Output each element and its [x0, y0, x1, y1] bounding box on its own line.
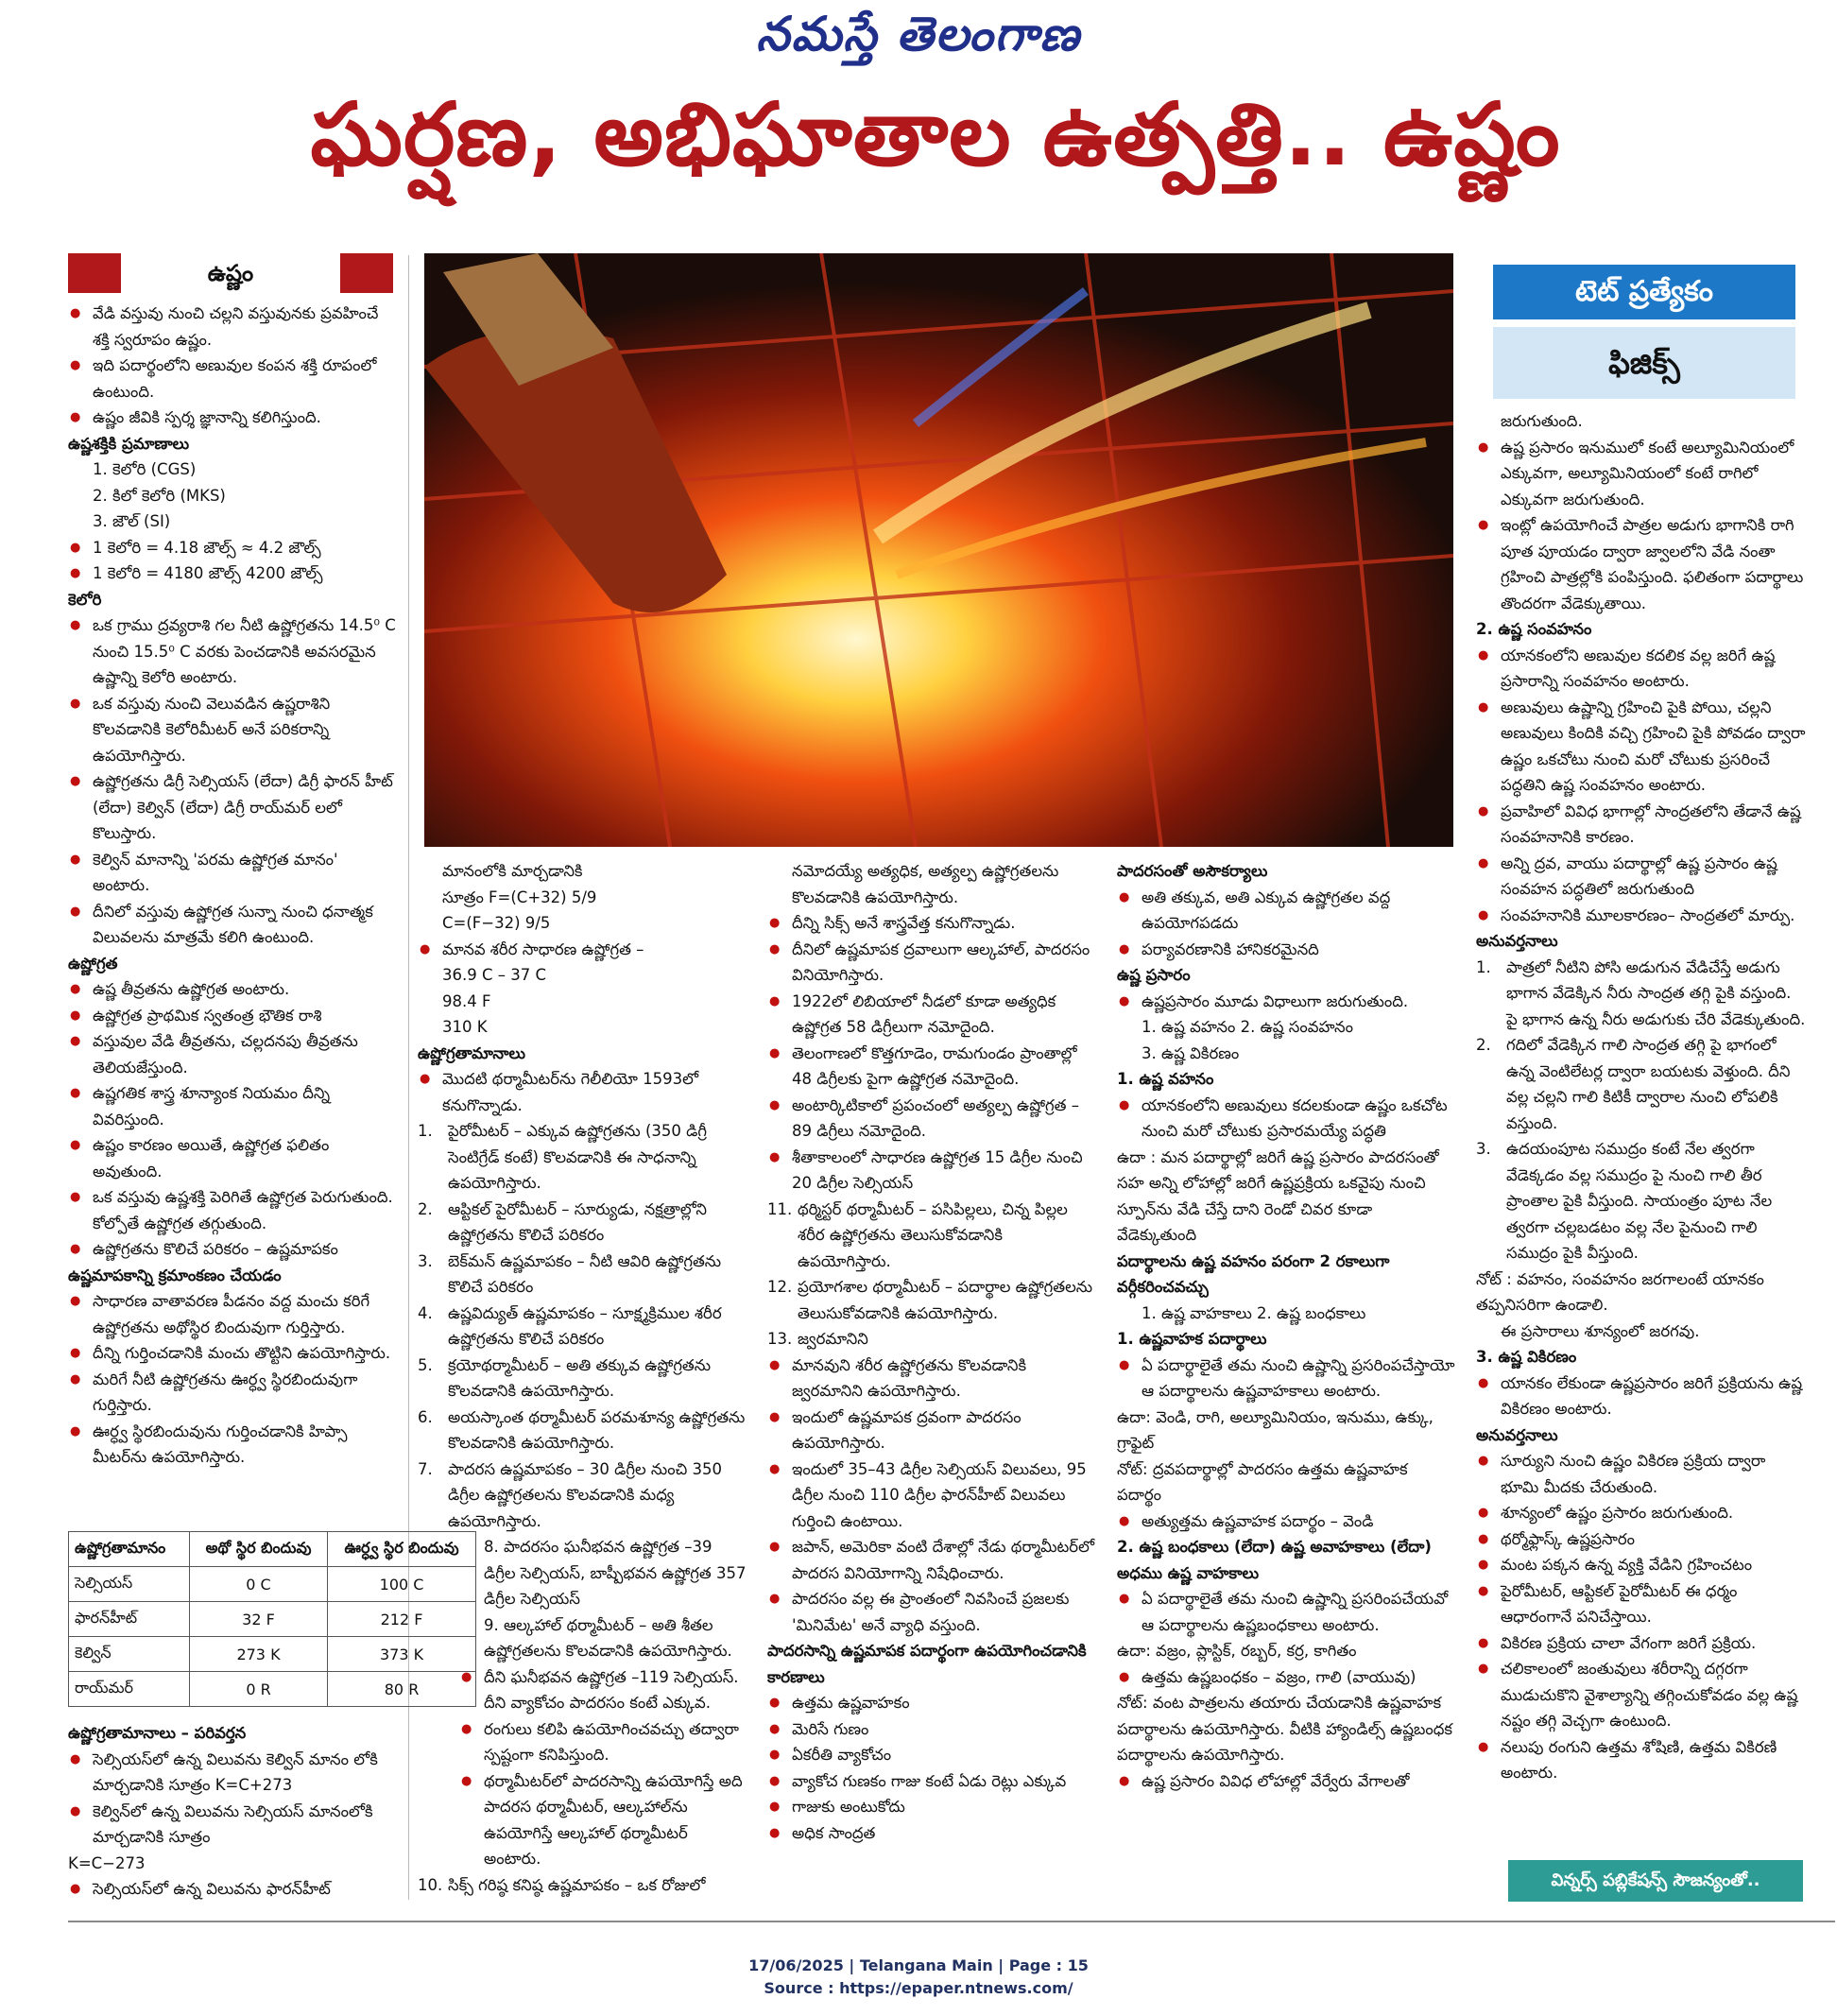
list-item: ● శూన్యంలో ఉష్ణం ప్రసారం జరుగుతుంది. — [1476, 1500, 1807, 1526]
subheading: కెలోరి — [68, 590, 102, 609]
list-item: 3. ఉదయంపూట సముద్రం కంటే నేల త్వరగా వేడెక్కడం వల్ల సముద్రం పై నుంచి గాలి తీర ప్రాంతాల పైకి వీస్తుంది. సాయంత్రం పూట నేల త్వరగా చల్లబడటం వల్ల నేల పైనుంచి గాలి సముద్రం పైకి వీస్తుంది. — [1476, 1140, 1773, 1262]
table-row — [69, 1637, 476, 1672]
list-item: ● రంగులు కలిపి ఉపయోగించవచ్చు తద్వారా స్పష్టంగా కనిపిస్తుంది. — [459, 1716, 747, 1768]
text-line: 36.9 C – 37 C — [442, 966, 547, 984]
formula: C=(F−32) 9/5 — [442, 914, 551, 932]
text-line: 1. ఉష్ణ వాహకాలు 2. ఉష్ణ బంధకాలు — [1142, 1303, 1366, 1322]
text-line: నోట్: వంట పాత్రలను తయారు చేయడానికి ఉష్ణవాహక పదార్థాలను ఉపయోగిస్తారు. వీటికి హ్యాండిల్స్ ఉష్ణబంధక పదార్థాలను ఉపయోగిస్తారు. — [1117, 1694, 1453, 1764]
subheading: అనువర్తనాలు — [1476, 932, 1558, 950]
list-item: ● ఉష్ణ ప్రసారం వివిధ లోహాల్లో వేర్వేరు వేగాలతో — [1117, 1768, 1455, 1795]
list-item: ● 1 కెలోరి = 4.18 జౌల్స్ ≈ 4.2 జౌల్స్ — [68, 535, 399, 561]
list-item: ● థర్మోఫ్లాస్క్ ఉష్ణప్రసారం — [1476, 1526, 1807, 1553]
table-cell: 0 C — [189, 1567, 327, 1602]
physics-banner: ఫిజిక్స్ — [1493, 327, 1795, 399]
list-item: 2. గదిలో వేడెక్కిన గాలి సాంద్రత తగ్గి పై భాగంలో ఉన్న వెంటిలేటర్ల ద్వారా బయటకు వెళ్తుంది. దీని వల్ల చల్లని గాలి కిటికీ ద్వారాల నుంచి లోపలికి వస్తుంది. — [1476, 1036, 1791, 1132]
table-cell: 100 C — [328, 1567, 476, 1602]
subheading: 1. ఉష్ణ వహనం — [1117, 1070, 1214, 1088]
text-line: 310 K — [442, 1018, 488, 1036]
list-item: ● ఉష్ణగతిక శాస్త్ర శూన్యాంక నియమం దీన్ని వివరిస్తుంది. — [68, 1080, 399, 1132]
list-item: ● ఉష్ణ తీవ్రతను ఉష్ణోగ్రత అంటారు. — [68, 976, 399, 1003]
list-item: ● ఉష్ణోగ్రతను డిగ్రీ సెల్సియస్ (లేదా) డిగ్రీ ఫారన్ హీట్ (లేదా) కెల్విన్ (లేదా) డిగ్రీ రాయ్‌మర్ లలో కొలుస్తారు. — [68, 768, 399, 847]
list-item: ● వ్యాకోచ గుణకం గాజు కంటే ఏడు రెట్లు ఎక్కువ — [767, 1768, 1096, 1795]
list-item: ● మొదటి థర్మామీటర్‌ను గెలీలియో 1593లో కనుగొన్నాడు. — [418, 1066, 747, 1118]
list-item: ● గాజుకు అంటుకోదు — [767, 1794, 1096, 1820]
list-item: 11. థర్మిస్టర్ థర్మామీటర్ – పసిపిల్లలు, చిన్న పిల్లల శరీర ఉష్ణోగ్రతను తెలుసుకోవడానికి ఉపయోగిస్తారు. — [767, 1199, 1068, 1270]
list-item: ● మంట పక్కన ఉన్న వ్యక్తి వేడిని గ్రహించటం — [1476, 1552, 1807, 1578]
list-item: ● ఇది పదార్థంలోని అణువుల కంపన శక్తి రూపంలో ఉంటుంది. — [68, 353, 399, 405]
footer-date-page: 17/06/2025 | Telangana Main | Page : 15 — [748, 1956, 1089, 1974]
list-item: ● యానకం లేకుండా ఉష్ణప్రసారం జరిగే ప్రక్రియను ఉష్ణ వికిరణం అంటారు. — [1476, 1370, 1807, 1422]
text-line: ఉదా: వజ్రం, ప్లాస్టిక్, రబ్బర్, కర్ర, కాగితం — [1117, 1642, 1357, 1660]
list-item: ● వేడి వస్తువు నుంచి చల్లని వస్తువునకు ప్రవహించే శక్తి స్వరూపం ఉష్ణం. — [68, 301, 399, 353]
text-line: 1. ఉష్ణ వహనం 2. ఉష్ణ సంవహనం — [1142, 1018, 1353, 1036]
text-line: జరుగుతుంది. — [1501, 412, 1583, 430]
table-row — [69, 1567, 476, 1602]
temperature-scale-table — [68, 1531, 476, 1707]
list-item: ● ఉష్ణ ప్రసారం ఇనుములో కంటే అల్యూమినియంలో ఎక్కువగా, అల్యూమినియంలో కంటే రాగిలో ఎక్కువగా జరుగుతుంది. — [1476, 435, 1807, 513]
list-item: ● ఏ పదార్థాలైతే తమ నుంచి ఉష్ణాన్ని ప్రసరింపచేయవో ఆ పదార్థాలను ఉష్ణబంధకాలు అంటారు. — [1117, 1586, 1455, 1638]
list-item: 10. సిక్స్ గరిష్ఠ కనిష్ఠ ఉష్ణమాపకం – ఒక రోజులో — [418, 1875, 706, 1894]
list-item: ● ఉష్ణం జీవికి స్పర్శ జ్ఞానాన్ని కలిగిస్తుంది. — [68, 405, 399, 431]
text-line: 8. పాదరసం ఘనీభవన ఉష్ణోగ్రత –39 డిగ్రీల సెల్సియస్, బాష్పీభవన ఉష్ణోగ్రత 357 డిగ్రీల సెల్సియస్ — [484, 1538, 747, 1608]
subheading: ఉష్ణోగ్రతామానాలు — [418, 1043, 525, 1062]
list-item: 6. అయస్కాంత థర్మామీటర్ పరమశూన్య ఉష్ణోగ్రతను కొలవడానికి ఉపయోగిస్తారు. — [418, 1407, 746, 1452]
list-item: 5. క్రయోథర్మామీటర్ – అతి తక్కువ ఉష్ణోగ్రతను కొలవడానికి ఉపయోగిస్తారు. — [418, 1355, 712, 1400]
list-item: ● యానకంలోని అణువులు కదలకుండా ఉష్ణం ఒకచోట నుంచి మరో చోటుకు ప్రసారమయ్యే పద్ధతి — [1117, 1093, 1455, 1145]
table-row — [69, 1672, 476, 1707]
list-item: ● కెల్విన్ మానాన్ని 'పరమ ఉష్ణోగ్రత మానం' అంటారు. — [68, 847, 399, 899]
list-item: ● ఉష్ణోగ్రతను కొలిచే పరికరం – ఉష్ణమాపకం — [68, 1236, 399, 1263]
list-item: 2. ఆప్టికల్ పైరోమీటర్ – సూర్యుడు, నక్షత్రాల్లోని ఉష్ణోగ్రతను కొలిచే పరికరం — [418, 1199, 708, 1244]
list-item: 3. బెక్‌మన్ ఉష్ణమాపకం – నీటి ఆవిరి ఉష్ణోగ్రతను కొలిచే పరికరం — [418, 1251, 722, 1296]
list-item: 13. జ్వరమానిని — [767, 1330, 868, 1348]
table-cell: రాయ్‌మర్ — [69, 1672, 190, 1707]
table-row — [69, 1602, 476, 1637]
publisher-credit: విన్నర్స్ పబ్లికేషన్స్ సౌజన్యంతో.. — [1508, 1860, 1803, 1902]
text-line: 98.4 F — [442, 991, 491, 1010]
subheading: ఉష్ణోగ్రత — [68, 954, 118, 973]
list-item: ● దీన్ని గుర్తించడానికి మంచు తొట్టిని ఉపయోగిస్తారు. — [68, 1340, 399, 1367]
column-1-bottom — [68, 1720, 399, 1903]
list-item: ● ఏ పదార్థాలైతే తమ నుంచి ఉష్ణాన్ని ప్రసరింపచేస్తాయో ఆ పదార్థాలను ఉష్ణవాహకాలు అంటారు. — [1117, 1353, 1455, 1404]
list-item: ● దీన్ని సిక్స్ అనే శాస్త్రవేత్త కనుగొన్నాడు. — [767, 910, 1096, 937]
list-item: ● ఉష్ణప్రసారం మూడు విధాలుగా జరుగుతుంది. — [1117, 989, 1455, 1015]
formula: సూత్రం F=(C+32) 5/9 — [442, 887, 597, 906]
list-item: ● పర్యావరణానికి హానికరమైనది — [1117, 937, 1455, 963]
list-item: 4. ఉష్ణవిద్యుత్ ఉష్ణమాపకం – సూక్ష్మక్రిముల శరీర ఉష్ణోగ్రతను కొలిచే పరికరం — [418, 1303, 722, 1348]
subheading: ఉష్ణమాపకాన్ని క్రమాంకణం చేయడం — [68, 1266, 282, 1284]
list-item: ● ఉత్తమ ఉష్ణవాహకం — [767, 1690, 1096, 1716]
list-item: ● అధిక సాంద్రత — [767, 1820, 1096, 1847]
list-item: ● తెలంగాణలో కొత్తగూడెం, రామగుండం ప్రాంతాల్లో 48 డిగ్రీలకు పైగా ఉష్ణోగ్రత నమోదైంది. — [767, 1041, 1096, 1093]
list-item: ● పాదరసం వల్ల ఈ ప్రాంతంలో నివసించే ప్రజలకు 'మినిమేట' అనే వ్యాధి వస్తుంది. — [767, 1586, 1096, 1638]
list-item: ● పైరోమీటర్, ఆప్టికల్ పైరోమీటర్ ఈ ధర్మం ఆధారంగానే పనిచేస్తాయి. — [1476, 1578, 1807, 1630]
note: నోట్ : వహనం, సంవహనం జరగాలంటే యానకం తప్పనిసరిగా ఉండాలి. — [1476, 1269, 1764, 1314]
list-item: ● ఊర్ధ్వ స్థిరబిందువును గుర్తించడానికి హిప్సా మీటర్‌ను ఉపయోగిస్తారు. — [68, 1419, 399, 1471]
table-header: ఉష్ణోగ్రతామానం — [69, 1532, 190, 1567]
text-line: మానంలోకి మార్చడానికి — [442, 862, 583, 880]
subheading: పాదరసంతో అసౌకర్యాలు — [1117, 862, 1268, 880]
subheading: 2. ఉష్ణ సంవహనం — [1476, 620, 1592, 638]
list-item: ● ఒక వస్తువు ఉష్ణశక్తి పెరిగితే ఉష్ణోగ్రత పెరుగుతుంది. కోల్పోతే ఉష్ణోగ్రత తగ్గుతుంది. — [68, 1184, 399, 1236]
table-cell: కెల్విన్ — [69, 1637, 190, 1672]
list-item: 7. పాదరస ఉష్ణమాపకం – 30 డిగ్రీల నుంచి 350 డిగ్రీల ఉష్ణోగ్రతలను కొలవడానికి మధ్య ఉపయోగిస్తారు. — [418, 1459, 722, 1530]
list-item: ● అన్ని ద్రవ, వాయు పదార్థాల్లో ఉష్ణ ప్రసారం ఉష్ణ సంవహన పద్ధతిలో జరుగుతుంది — [1476, 851, 1807, 903]
table-cell: ఫారన్‌హీట్ — [69, 1602, 190, 1637]
list-item: ● యానకంలోని అణువుల కదలిక వల్ల జరిగే ఉష్ణ ప్రసారాన్ని సంవహనం అంటారు. — [1476, 643, 1807, 695]
list-item: ● సాధారణ వాతావరణ పీడనం వద్ద మంచు కరిగే ఉష్ణోగ్రతను అథోస్థిర బిందువుగా గుర్తిస్తారు. — [68, 1288, 399, 1340]
list-item: ● అంటార్కిటికాలో ప్రపంచంలో అత్యల్ప ఉష్ణోగ్రత –89 డిగ్రీలు నమోదైంది. — [767, 1093, 1096, 1145]
list-item: ● ప్రవాహిలో వివిధ భాగాల్లో సాంద్రతలోని తేడానే ఉష్ణ సంవహనానికి కారణం. — [1476, 799, 1807, 851]
text-line: 3. ఉష్ణ వికిరణం — [1142, 1043, 1240, 1062]
list-item: ● మానవ శరీర సాధారణ ఉష్ణోగ్రత – — [418, 937, 747, 963]
list-item: ● మరిగే నీటి ఉష్ణోగ్రతను ఊర్ధ్వ స్థిరబిందువుగా గుర్తిస్తారు. — [68, 1367, 399, 1419]
formula: K=C−273 — [68, 1853, 146, 1872]
text-line: 9. ఆల్కహాల్ థర్మామీటర్ – అతి శీతల ఉష్ణోగ్రతలను కొలవడానికి ఉపయోగిస్తారు. — [484, 1615, 732, 1660]
list-item: ● ఇంట్లో ఉపయోగించే పాత్రల అడుగు భాగానికి రాగి పూత పూయడం ద్వారా జ్వాలలోని వేడి నంతా గ్రహించి పాత్రల్లోకి పంపిస్తుంది. ఫలితంగా పదార్థాలు తొందరగా వేడెక్కుతాయి. — [1476, 512, 1807, 616]
list-item: ● కెల్విన్‌లో ఉన్న విలువను సెల్సియస్ మానంలోకి మార్చడానికి సూత్రం — [68, 1799, 399, 1851]
list-item: ● ఇందులో 35–43 డిగ్రీల సెల్సియస్ విలువలు, 95 డిగ్రీల నుంచి 110 డిగ్రీల ఫారన్‌హీట్ విలువలు గుర్తించి ఉంటాయి. — [767, 1456, 1096, 1535]
list-item: ● ఒక గ్రాము ద్రవ్యరాశి గల నీటి ఉష్ణోగ్రతను 14.5⁰ C నుంచి 15.5⁰ C వరకు పెంచడానికి అవసరమైన ఉష్ణాన్ని కెలోరి అంటారు. — [68, 612, 399, 691]
text-line: నమోదయ్యే అత్యధిక, అత్యల్ప ఉష్ణోగ్రతలను కొలవడానికి ఉపయోగిస్తారు. — [792, 862, 1059, 906]
list-item: ● నలుపు రంగుని ఉత్తమ శోషిణి, ఉత్తమ వికిరణి అంటారు. — [1476, 1734, 1807, 1786]
column-3 — [767, 858, 1096, 1846]
table-cell: 32 F — [189, 1602, 327, 1637]
list-item: ● సెల్సియస్‌లో ఉన్న విలువను కెల్విన్ మానం లోకి మార్చడానికి సూత్రం K=C+273 — [68, 1747, 399, 1799]
list-item: ● సంవహనానికి మూలకారణం– సాంద్రతలో మార్పు. — [1476, 903, 1807, 929]
text-line: ఉదా : మన పదార్థాల్లో జరిగే ఉష్ణ ప్రసారం పాదరసంతో సహ అన్ని లోహాల్లో జరిగే ఉష్ణప్రక్రియ ఒకవైపు నుంచి స్పూన్‌ను వేడి చేస్తే దాని రెండో చివర కూడా వేడెక్కుతుంది — [1117, 1147, 1439, 1244]
unit-item: 2. కిలో కెలోరి (MKS) — [93, 486, 226, 505]
subheading: ఉష్ణశక్తికి ప్రమాణాలు — [68, 434, 190, 453]
list-item: ● ఉత్తమ ఉష్ణబంధకం – వజ్రం, గాలి (వాయువు) — [1117, 1664, 1455, 1691]
page-footer — [0, 1955, 1837, 2000]
list-item: ● మానవుని శరీర ఉష్ణోగ్రతను కొలవడానికి జ్వరమానిని ఉపయోగిస్తారు. — [767, 1353, 1096, 1404]
subheading: ఉష్ణ ప్రసారం — [1117, 966, 1191, 984]
table-cell: 273 K — [189, 1637, 327, 1672]
list-item: ● దీని ఘనీభవన ఉష్ణోగ్రత –119 సెల్సియస్. దీని వ్యాకోచం పాదరసం కంటే ఎక్కువ. — [459, 1664, 747, 1716]
list-item: ● 1 కెలోరి = 4180 జౌల్స్ 4200 జౌల్స్ — [68, 560, 399, 587]
table-cell: 212 F — [328, 1602, 476, 1637]
list-item: ● సూర్యుని నుంచి ఉష్ణం వికిరణ ప్రక్రియ ద్వారా భూమి మీదకు చేరుతుంది. — [1476, 1448, 1807, 1500]
column-2 — [418, 858, 747, 1898]
list-item: ● థర్మామీటర్‌లో పాదరసాన్ని ఉపయోగిస్తే అది పాదరస థర్మామీటర్, ఆల్కహాల్‌ను ఉపయోగిస్తే ఆల్కహాల్ థర్మామీటర్ అంటారు. — [459, 1768, 747, 1872]
list-item: 1. పాత్రలో నీటిని పోసి అడుగున వేడిచేస్తే అడుగు భాగాన వేడెక్కిన నీరు సాంద్రత తగ్గి పైకి వస్తుంది. పై భాగాన ఉన్న నీరు అడుగుకు చేరి వేడెక్కుతుంది. — [1476, 957, 1806, 1028]
list-item: ● ఇందులో ఉష్ణమాపక ద్రవంగా పాదరసం ఉపయోగిస్తారు. — [767, 1404, 1096, 1456]
list-item: ● అణువులు ఉష్ణాన్ని గ్రహించి పైకి పోయి, చల్లని అణువులు కిందికి వచ్చి గ్రహించి పైకి పోవడం ద్వారా ఉష్ణం ఒకచోటు నుంచి మరో చోటుకు ప్రసరించే పద్ధతిని ఉష్ణ సంవహనం అంటారు. — [1476, 695, 1807, 799]
list-item: 1. పైరోమీటర్ – ఎక్కువ ఉష్ణోగ్రతను (350 డిగ్రీ సెంటిగ్రేడ్ కంటే) కొలవడానికి ఈ సాధనాన్ని ఉపయోగిస్తారు. — [418, 1122, 708, 1192]
column-1 — [68, 301, 399, 1471]
subheading: 2. ఉష్ణ బంధకాలు (లేదా) ఉష్ణ అవాహకాలు (లేదా) అధము ఉష్ణ వాహకాలు — [1117, 1538, 1432, 1582]
masthead: నమస్తే తెలంగాణ — [756, 6, 1081, 61]
table-cell: సెల్సియస్ — [69, 1567, 190, 1602]
list-item: ● 1922లో లిబియాలో నీడలో కూడా అత్యధిక ఉష్ణోగ్రత 58 డిగ్రీలుగా నమోదైంది. — [767, 989, 1096, 1041]
list-item: ● ఉష్ణోగ్రత ప్రాథమిక స్వతంత్ర భౌతిక రాశి — [68, 1003, 399, 1029]
subheading: అనువర్తనాలు — [1476, 1425, 1558, 1444]
footer-source: Source : https://epaper.ntnews.com/ — [764, 1979, 1073, 1997]
headline: ఘర్షణ, అభిఘాతాల ఉత్పత్తి.. ఉష్ణం — [310, 84, 1561, 185]
list-item: ● అత్యుత్తమ ఉష్ణవాహక పదార్థం – వెండి — [1117, 1508, 1455, 1535]
list-item: ● ఏకరీతి వ్యాకోచం — [767, 1742, 1096, 1768]
table-cell: 0 R — [189, 1672, 327, 1707]
list-item: ● దీనిలో వస్తువు ఉష్ణోగ్రత సున్నా నుంచి ధనాత్మక విలువలను మాత్రమే కలిగి ఉంటుంది. — [68, 899, 399, 951]
bottom-rule — [68, 1921, 1835, 1922]
subheading: పదార్థాలను ఉష్ణ వహనం పరంగా 2 రకాలుగా వర్గీకరించవచ్చు — [1117, 1251, 1390, 1296]
list-item: ● ఒక వస్తువు నుంచి వెలువడిన ఉష్ణరాశిని కొలవడానికి కెలోరిమీటర్ అనే పరికరాన్ని ఉపయోగిస్తారు. — [68, 691, 399, 769]
table-cell: 80 R — [328, 1672, 476, 1707]
list-item: ● అతి తక్కువ, అతి ఎక్కువ ఉష్ణోగ్రతల వద్ద ఉపయోగపడదు — [1117, 885, 1455, 937]
list-item: ● చలికాలంలో జంతువులు శరీరాన్ని దగ్గరగా ముడుచుకొని వైశాల్యాన్ని తగ్గించుకోవడం వల్ల ఉష్ణ నష్టం తగ్గి వెచ్చగా ఉంటుంది. — [1476, 1656, 1807, 1734]
table-header: అథో స్థిర బిందువు — [189, 1532, 327, 1567]
column-5 — [1476, 408, 1807, 1786]
list-item: ● జపాన్, అమెరికా వంటి దేశాల్లో నేడు థర్మామీటర్‌లో పాదరస వినియోగాన్ని నిషేధించారు. — [767, 1534, 1096, 1586]
list-item: ● వికిరణ ప్రక్రియ చాలా వేగంగా జరిగే ప్రక్రియ. — [1476, 1630, 1807, 1657]
subheading: 3. ఉష్ణ వికిరణం — [1476, 1348, 1577, 1366]
list-item: ● మెరిసే గుణం — [767, 1716, 1096, 1743]
sparks-photo — [424, 253, 1453, 847]
unit-item: 3. జౌల్ (SI) — [93, 512, 171, 530]
subheading: 1. ఉష్ణవాహక పదార్థాలు — [1117, 1330, 1267, 1348]
text-line: ఉదా: వెండి, రాగి, అల్యూమినియం, ఇనుము, ఉక్కు, గ్రాఫైట్ — [1117, 1407, 1434, 1452]
sparks-image-icon — [424, 253, 1453, 847]
list-item: ● వస్తువుల వేడి తీవ్రతను, చల్లదనపు తీవ్రతను తెలియజేస్తుంది. — [68, 1028, 399, 1080]
list-item: ● శీతాకాలంలో సాధారణ ఉష్ణోగ్రత 15 డిగ్రీల నుంచి 20 డిగ్రీల సెల్సియస్ — [767, 1145, 1096, 1197]
column-4 — [1117, 858, 1455, 1794]
list-item: ● సెల్సియస్‌లో ఉన్న విలువను ఫారన్‌హీట్ — [68, 1876, 399, 1903]
unit-item: 1. కెలోరి (CGS) — [93, 460, 197, 478]
tet-special-banner: టెట్ ప్రత్యేకం — [1493, 265, 1795, 319]
subheading: ఉష్ణోగ్రతామానాలు – పరివర్తన — [68, 1724, 247, 1742]
note: ఈ ప్రసారాలు శూన్యంలో జరగవు. — [1501, 1321, 1700, 1340]
section-title: ఉష్ణం — [68, 253, 393, 293]
table-header: ఊర్ధ్వ స్థిర బిందువు — [328, 1532, 476, 1567]
text-line: నోట్: ద్రవపదార్థాల్లో పాదరసం ఉత్తమ ఉష్ణవాహక పదార్థం — [1117, 1459, 1408, 1504]
list-item: ● దీనిలో ఉష్ణమాపక ద్రవాలుగా ఆల్కహాల్, పాదరసం వినియోగిస్తారు. — [767, 937, 1096, 989]
table-cell: 373 K — [328, 1637, 476, 1672]
subheading: పాదరసాన్ని ఉష్ణమాపక పదార్థంగా ఉపయోగించడానికి కారణాలు — [767, 1642, 1087, 1686]
list-item: 12. ప్రయోగశాల థర్మామీటర్ – పదార్థాల ఉష్ణోగ్రతలను తెలుసుకోవడానికి ఉపయోగిస్తారు. — [767, 1278, 1093, 1322]
list-item: ● ఉష్ణం కారణం అయితే, ఉష్ణోగ్రత ఫలితం అవుతుంది. — [68, 1132, 399, 1184]
